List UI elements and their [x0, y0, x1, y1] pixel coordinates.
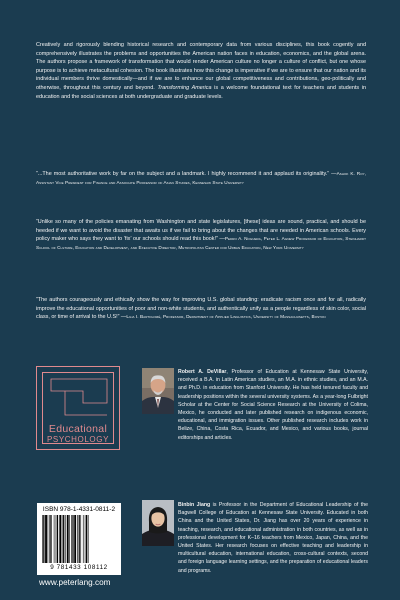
- barcode-bar: [49, 515, 50, 563]
- author-photo-image: [142, 500, 174, 546]
- endorsement-quote: [36, 218, 366, 252]
- endorsement-quote: [36, 296, 366, 322]
- barcode-bar: [56, 515, 57, 563]
- isbn-barcode: [37, 503, 121, 575]
- barcode-bars: [41, 515, 117, 563]
- author-name: Robert A. DeVillar: [178, 369, 227, 375]
- barcode-bar: [43, 515, 44, 563]
- author-photo: [142, 368, 174, 414]
- barcode-bar: [48, 515, 49, 563]
- author-photo: [142, 500, 174, 546]
- author-bio: [178, 368, 368, 442]
- barcode-bar: [71, 515, 72, 563]
- quote-text: “Unlike so many of the policies emanating from Washington and state legislatures, [these] ideas are sound, practical, and should be heeded if we want to avoid the disaster that awaits us if we fail to bring about the changes that are needed in American schools. Every policy maker who says they want to ‘fix’ our schools should read this book!” —: [36, 219, 366, 243]
- book-description: [36, 41, 366, 101]
- series-logo-line2: PSYCHOLOGY: [46, 435, 109, 444]
- author-photo-image: [142, 368, 174, 414]
- isbn-number: ISBN 978-1-4331-0811-2: [42, 506, 116, 513]
- publisher-url[interactable]: www.peterlang.com: [39, 578, 111, 587]
- barcode-bar: [83, 515, 84, 563]
- author-bio: [178, 501, 368, 575]
- series-logo: [36, 366, 120, 450]
- barcode-bar: [59, 515, 61, 563]
- author-bio-text: is Professor in the Department of Educational Leadership of the Bagwell College of Education at Kennesaw State University. Educated in both China and the United States, Dr. Jiang has over 20 years of experience in teaching, research, and educational administration in both countries, as well as in professional development for K–16 teachers from Mexico, Japan, China, and the United States. Her research focuses on effective teaching and leadership in multicultural education, international education, cross-cultural contexts, second and foreign language learning settings, and the preparation of educational leaders and programs.: [178, 502, 368, 574]
- barcode-bar: [62, 515, 63, 563]
- description-part2: is a welcome foundational text for teachers and students in education and the social sciences at both undergraduate and graduate levels.: [36, 84, 367, 100]
- barcode-bar: [85, 515, 86, 563]
- barcode-digits: 9 781433 108112: [50, 564, 108, 571]
- barcode-bar: [72, 515, 73, 563]
- author-bio-text: , Professor of Education at Kennesaw State University, received a B.A. in Latin American studies, an M.A. in ethnic studies, and an M.A. and Ph.D. in education from Stanford University. He has held tenured faculty and leadership positions within the several university systems. As a year-long Fulbright Scholar at the Center for Social Science Research at the University of Colima, Mexico, he conducted and later published research on indigenous economic, educational, and immigration issues. Other published research includes work in Belize, China, Costa Rica, Ecuador, and Mexico, and various books, journal editorships and articles.: [178, 369, 368, 441]
- barcode-bar: [57, 515, 58, 563]
- barcode-bar: [86, 515, 87, 563]
- quote-attribution: Ashok K. Roy, Assistant Vice President for Finance and Associate Professor of Asian Studies, Kennesaw State University: [36, 171, 366, 185]
- barcode-bar: [74, 515, 76, 563]
- quote-text: “...The most authoritative work by far on the subject and a landmark. I highly recommend it and applaud its originality.” —: [36, 171, 337, 177]
- barcode-bar: [67, 515, 69, 563]
- quote-attribution: Lilia I. Bartolomé, Professor, Department of Applied Linguistics, University of Massachusetts, Boston: [126, 314, 326, 320]
- barcode-bar: [54, 515, 55, 563]
- barcode-bar: [63, 515, 64, 563]
- barcode-bar: [45, 515, 47, 563]
- series-logo-frame: [42, 372, 114, 444]
- barcode-bar: [51, 515, 52, 563]
- barcode-bar: [69, 515, 70, 563]
- barcode-bar: [77, 515, 78, 563]
- barcode-bar: [79, 515, 80, 563]
- barcode-bar: [42, 515, 43, 563]
- quote-text: “The authors courageously and ethically show the way for improving U.S. global standing: eradicate racism once and for all, radically improve the educational opportunities of poor and non-white students, and authentically unify as a people regardless of skin color, social class, or time of arrival to the U.S!” —: [36, 297, 366, 321]
- barcode-bar: [88, 515, 89, 563]
- barcode-bar: [80, 515, 81, 563]
- author-name: Binbin Jiang: [178, 502, 211, 508]
- description-book-title: Transforming America: [157, 84, 212, 91]
- series-logo-graphic: [43, 373, 115, 421]
- barcode-bar: [65, 515, 66, 563]
- description-part1: Creatively and rigorously blending historical research and contemporary data from various disciplines, this book cogently and comprehensively illustrates the problems and opportunities the American nation faces in education, economics, and the global arena. The authors propose a framework of transformation that would render American culture no longer a culture of conflict, but one whose purpose is to achieve metacultural cohesion. The book illustrates how this change is imperative if we are to ensure that our nation and its individual members thrive domestically—and if we are to enhance our global competitiveness and contributions, geo-politically and otherwise, throughout this century and beyond.: [36, 42, 366, 91]
- quote-attribution: Pedro A. Noguera, Peter L. Agnew Professor of Education, Steinhardt School of Culture, Education and Development, and Executive Director, Metropolitan Center for Urban Education, New York University: [36, 236, 366, 250]
- series-logo-line1: Educational: [48, 423, 108, 435]
- endorsement-quote: [36, 170, 366, 187]
